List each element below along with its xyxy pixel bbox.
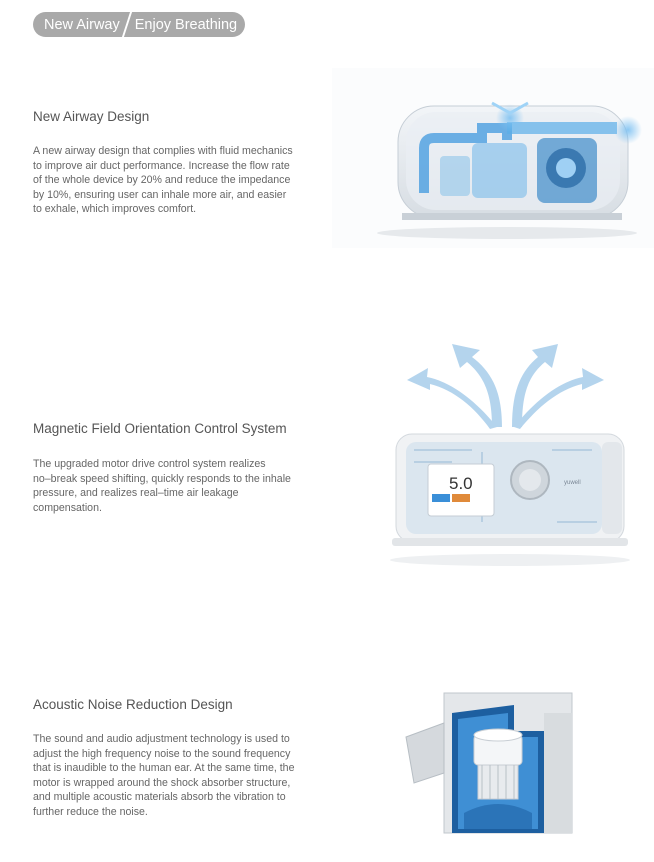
body-line: to exhale, which improves comfort.: [33, 203, 197, 216]
body-line: pressure, and realizes real–time air leakage: [33, 487, 239, 500]
cpap-device-image: [352, 332, 652, 582]
body-line: further reduce the noise.: [33, 805, 148, 818]
banner-divider: [122, 12, 132, 37]
body-line: The sound and audio adjustment technology is used to: [33, 733, 290, 745]
body-line: compensation.: [33, 501, 102, 514]
body-line: of the whole device by 20% and reduce the impedance: [33, 174, 291, 187]
body-line: to improve air duct performance. Increase the flow rate: [33, 159, 290, 172]
section-title: New Airway Design: [33, 109, 150, 124]
section-magnetic: [33, 421, 333, 515]
brand-mark: yuwell: [564, 480, 581, 486]
section-title: Magnetic Field Orientation Control System: [33, 421, 287, 436]
banner-right-text: Enjoy Breathing: [134, 16, 238, 33]
body-line: that is inaudible to the human ear. At the same time, the: [33, 762, 295, 775]
acoustic-cutaway-image: [404, 683, 582, 847]
section-body: [33, 457, 333, 515]
body-line: and multiple acoustic materials absorb the vibration to: [33, 791, 286, 804]
body-line: The upgraded motor drive control system realizes: [33, 458, 266, 470]
section-body: [33, 732, 333, 820]
banner-left-text: New Airway: [44, 16, 120, 33]
section-acoustic: [33, 697, 333, 820]
body-line: A new airway design that complies with fluid mechanics: [33, 145, 293, 157]
screen-value: 5.0: [449, 474, 473, 493]
section-title: Acoustic Noise Reduction Design: [33, 697, 233, 712]
airway-device-image: [332, 68, 654, 248]
section-body: [33, 144, 333, 217]
body-line: adjust the high frequency noise to the sound frequency: [33, 747, 291, 760]
body-line: motor is wrapped around the shock absorber structure,: [33, 776, 291, 789]
body-line: no–break speed shifting, quickly responds to the inhale: [33, 472, 291, 485]
header-banner: [33, 12, 245, 37]
body-line: by 10%, ensuring user can inhale more air, and easier: [33, 188, 287, 201]
section-airway: [33, 109, 333, 217]
